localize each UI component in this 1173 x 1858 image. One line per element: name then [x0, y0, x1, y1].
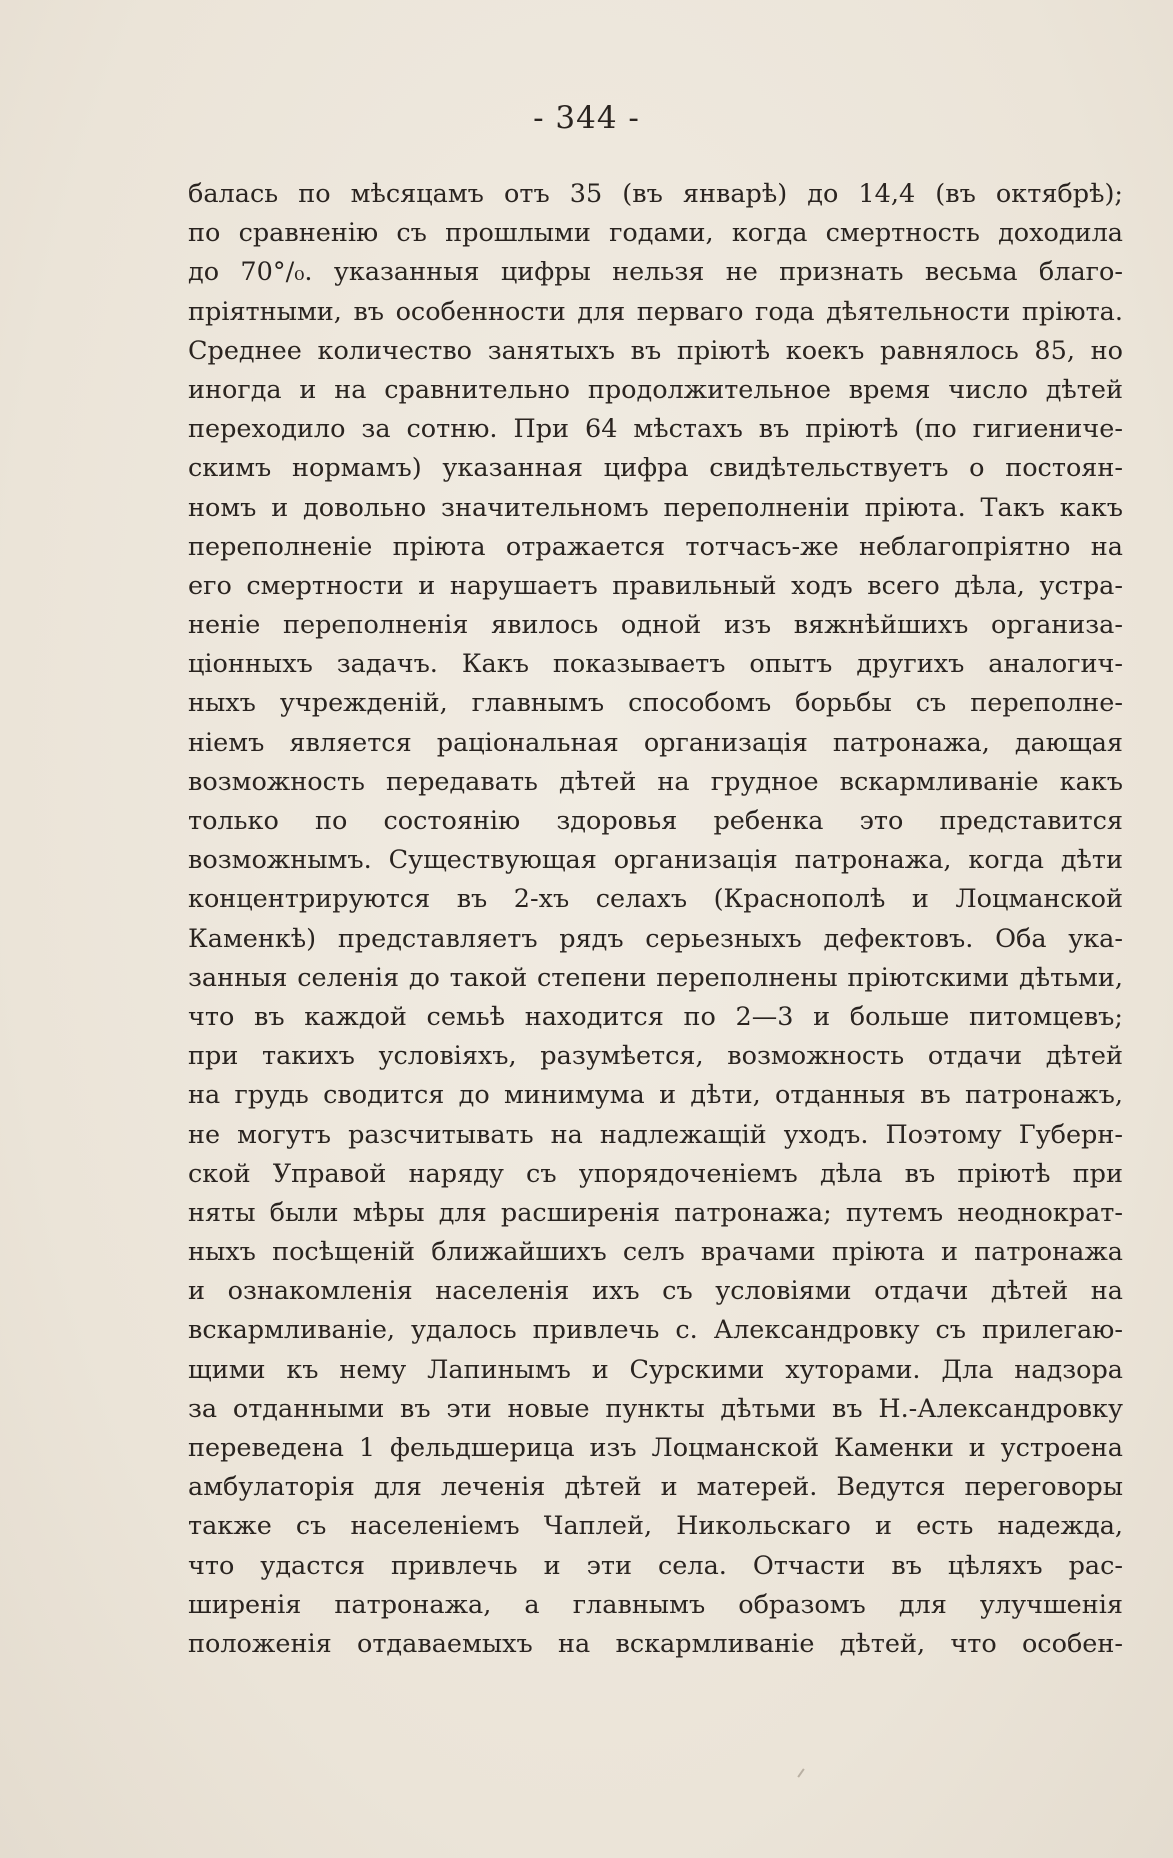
text-line: щими къ нему Лапинымъ и Сурскими хуторами. Дла надзора [188, 1354, 1123, 1385]
text-line: балась по мѣсяцамъ отъ 35 (въ январѣ) до 14,4 (въ октябрѣ); [188, 179, 1123, 209]
text-line: занныя селенія до такой степени переполнены пріютскими дѣтьми, [188, 962, 1123, 993]
text-line: что въ каждой семьѣ находится по 2—3 и больше питомцевъ; [188, 1001, 1123, 1032]
text-line: ныхъ посѣщеній ближайшихъ селъ врачами пріюта и патронажа [188, 1237, 1123, 1268]
text-line: положенія отдаваемыхъ на вскармливаніе дѣтей, что особен- [188, 1628, 1123, 1659]
text-line: пріятными, въ особенности для перваго года дѣятельности пріюта. [188, 296, 1123, 327]
text-line: номъ и довольно значительномъ переполненіи пріюта. Такъ какъ [188, 492, 1123, 523]
text-line: его смертности и нарушаетъ правильный ходъ всего дѣла, устра- [188, 570, 1123, 601]
text-line: ской Управой наряду съ упорядоченіемъ дѣла въ пріютѣ при [188, 1158, 1123, 1189]
text-line: Каменкѣ) представляетъ рядъ серьезныхъ дефектовъ. Оба ука- [188, 923, 1123, 954]
body-text [188, 175, 1123, 1664]
text-line: вскармливаніе, удалось привлечь с. Александровку съ прилегаю- [188, 1315, 1123, 1346]
text-line: за отданными въ эти новые пункты дѣтьми въ Н.-Александровку [188, 1393, 1123, 1424]
text-line: переведена 1 фельдшерица изъ Лоцманской Каменки и устроена [188, 1433, 1123, 1463]
text-line: что удастся привлечь и эти села. Отчасти въ цѣляхъ рас- [188, 1550, 1123, 1581]
text-line: также съ населеніемъ Чаплей, Никольскаго и есть надежда, [188, 1511, 1123, 1542]
text-line: ніемъ является раціональная организація патронажа, дающая [188, 727, 1123, 758]
text-line: Среднее количество занятыхъ въ пріютѣ коекъ равнялось 85, но [188, 335, 1123, 366]
text-line: на грудь сводится до минимума и дѣти, отданныя въ патронажъ, [188, 1080, 1123, 1111]
text-line: не могутъ разсчитывать на надлежащій уходъ. Поэтому Губерн- [188, 1119, 1123, 1150]
text-line: при такихъ условіяхъ, разумѣется, возможность отдачи дѣтей [188, 1041, 1123, 1072]
text-line: ныхъ учрежденій, главнымъ способомъ борьбы съ переполне- [188, 688, 1123, 719]
text-line: только по состоянію здоровья ребенка это представится [188, 806, 1123, 836]
text-line: возможность передавать дѣтей на грудное вскармливаніе какъ [188, 766, 1123, 797]
text-line: до 70°/₀. указанныя цифры нельзя не признать весьма благо- [188, 257, 1123, 288]
text-line: по сравненію съ прошлыми годами, когда смертность доходила [188, 218, 1123, 249]
text-line: няты были мѣры для расширенія патронажа; путемъ неоднократ- [188, 1197, 1123, 1228]
paper-speck [797, 1768, 804, 1777]
text-line: иногда и на сравнительно продолжительное время число дѣтей [188, 374, 1123, 405]
text-line: концентрируются въ 2-хъ селахъ (Краснополѣ и Лоцманской [188, 884, 1123, 915]
text-line: ціонныхъ задачъ. Какъ показываетъ опытъ другихъ аналогич- [188, 649, 1123, 680]
text-line: переполненіе пріюта отражается тотчасъ-же неблагопріятно на [188, 531, 1123, 562]
page-number: - 344 - [533, 100, 640, 136]
text-line: возможнымъ. Существующая организація патронажа, когда дѣти [188, 845, 1123, 876]
text-line: неніе переполненія явилось одной изъ вяжнѣйшихъ организа- [188, 610, 1123, 641]
text-line: ширенія патронажа, а главнымъ образомъ для улучшенія [188, 1589, 1123, 1620]
text-line: скимъ нормамъ) указанная цифра свидѣтельствуетъ о постоян- [188, 453, 1123, 484]
text-line: и ознакомленія населенія ихъ съ условіями отдачи дѣтей на [188, 1276, 1123, 1307]
text-line: переходило за сотню. При 64 мѣстахъ въ пріютѣ (по гигиениче- [188, 414, 1123, 445]
text-line: амбулаторія для леченія дѣтей и матерей. Ведутся переговоры [188, 1472, 1123, 1503]
